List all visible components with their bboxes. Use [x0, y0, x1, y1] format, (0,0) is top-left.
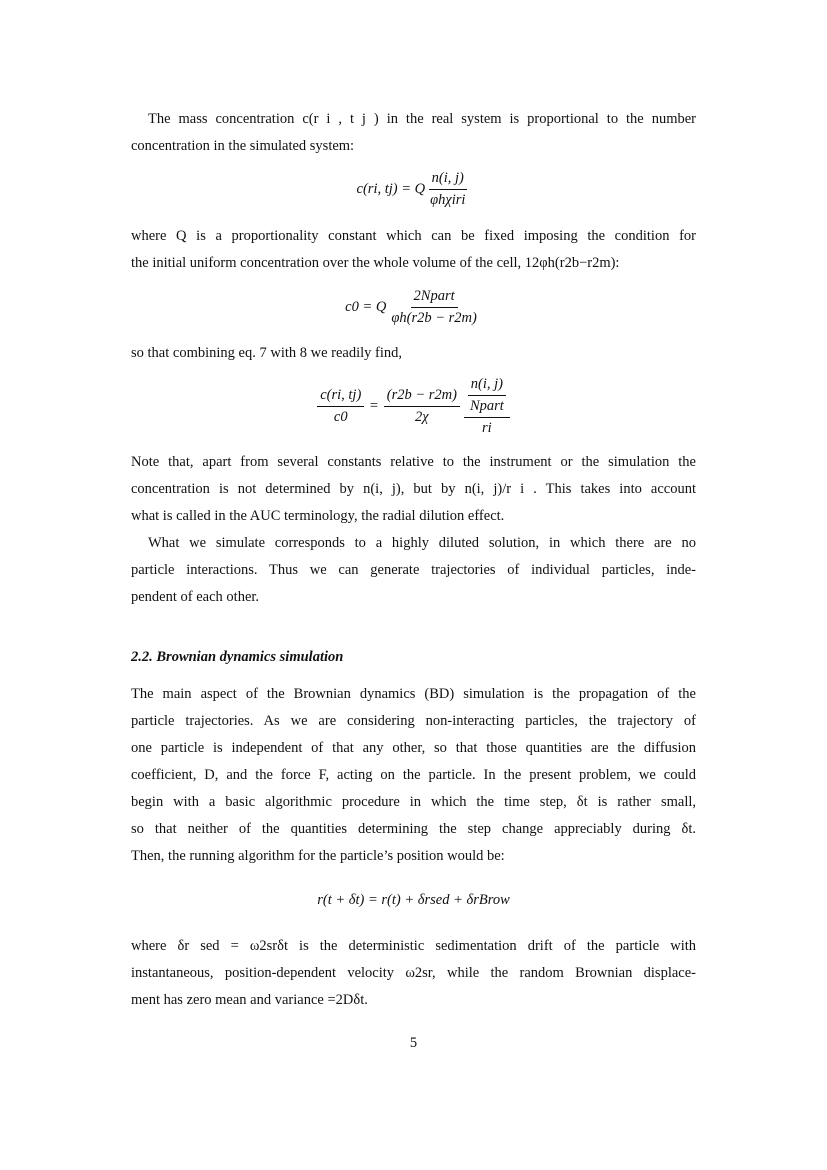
paragraph-7-line-3: ment has zero mean and variance =2Dδt.: [131, 992, 368, 1008]
page-number: 5: [409, 1035, 418, 1051]
paragraph-3-line-1: so that combining eq. 7 with 8 we readily find,: [131, 345, 403, 361]
paragraph-7-line-1: where δr sed = ω2srδt is the deterministic sedimentation drift of the particle with: [131, 938, 696, 954]
paragraph-6-line-2: particle trajectories. As we are considering non-interacting particles, the trajectory of: [131, 713, 696, 729]
equation-2-lhs: c0 = Q: [345, 298, 387, 315]
paragraph-7-line-2: instantaneous, position-dependent velocity ω2sr, while the random Brownian displace-: [131, 965, 696, 981]
paragraph-5-line-1: What we simulate corresponds to a highly diluted solution, in which there are no: [148, 535, 696, 551]
paragraph-5-line-3: pendent of each other.: [131, 589, 260, 605]
equation-2-numerator: 2Npart: [411, 288, 458, 308]
paragraph-4-line-1: Note that, apart from several constants relative to the instrument or the simulation the: [131, 454, 696, 470]
equation-3: [0, 376, 827, 437]
equation-3-fraction-3-numerator: [464, 376, 510, 418]
paragraph-4-line-3: what is called in the AUC terminology, the radial dilution effect.: [131, 508, 505, 524]
equation-3-fraction-2: [384, 387, 460, 426]
equation-1-denominator: φhχiri: [430, 192, 466, 208]
equation-4: r(t + δt) = r(t) + δrsed + δrBrow: [317, 892, 510, 908]
paragraph-6-line-1: The main aspect of the Brownian dynamics (BD) simulation is the propagation of the: [131, 686, 696, 702]
paragraph-6-line-5: begin with a basic algorithmic procedure in which the time step, δt is rather small,: [131, 794, 696, 810]
section-heading: 2.2. Brownian dynamics simulation: [131, 649, 344, 665]
equation-2-denominator: φh(r2b − r2m): [391, 310, 477, 326]
paragraph-6-line-6: so that neither of the quantities determining the step change appreciably during δt.: [131, 821, 696, 837]
equation-3-equals: =: [369, 397, 379, 414]
equation-3-fraction-2-denominator: 2χ: [415, 409, 429, 425]
equation-3-inner-denominator: Npart: [469, 398, 504, 414]
equation-1-numerator: n(i, j): [429, 170, 467, 190]
paragraph-2-line-2: the initial uniform concentration over the whole volume of the cell, 12φh(r2b−r2m):: [131, 255, 620, 271]
equation-2: [0, 288, 827, 327]
equation-3-fraction-1-denominator: c0: [333, 409, 348, 425]
equation-2-fraction: [388, 288, 479, 327]
equation-3-fraction-2-numerator: (r2b − r2m): [384, 387, 460, 407]
paragraph-2-line-1: where Q is a proportionality constant which can be fixed imposing the condition for: [131, 228, 696, 244]
equation-3-inner-numerator: n(i, j): [468, 376, 506, 396]
equation-1-lhs: c(ri, tj) = Q: [356, 180, 426, 197]
equation-3-fraction-1: [317, 387, 364, 426]
paragraph-1-line-2: concentration in the simulated system:: [131, 138, 355, 154]
paragraph-4-line-2: concentration is not determined by n(i, j), but by n(i, j)/r i . This takes into account: [131, 481, 696, 497]
paragraph-5-line-2: particle interactions. Thus we can generate trajectories of individual particles, inde-: [131, 562, 696, 578]
equation-3-inner-fraction: [467, 376, 507, 415]
equation-3-fraction-1-numerator: c(ri, tj): [317, 387, 364, 407]
equation-1-fraction: [427, 170, 468, 209]
paragraph-6-line-4: coefficient, D, and the force F, acting on the particle. In the present problem, we could: [131, 767, 696, 783]
equation-3-fraction-3-denominator: ri: [482, 420, 492, 436]
paragraph-1-line-1: The mass concentration c(r i , t j ) in the real system is proportional to the number: [148, 111, 696, 127]
equation-1: [0, 170, 827, 209]
paragraph-6-line-7: Then, the running algorithm for the particle’s position would be:: [131, 848, 505, 864]
paragraph-6-line-3: one particle is independent of that any other, so that those quantities are the diffusion: [131, 740, 696, 756]
equation-3-fraction-3: [464, 376, 510, 437]
